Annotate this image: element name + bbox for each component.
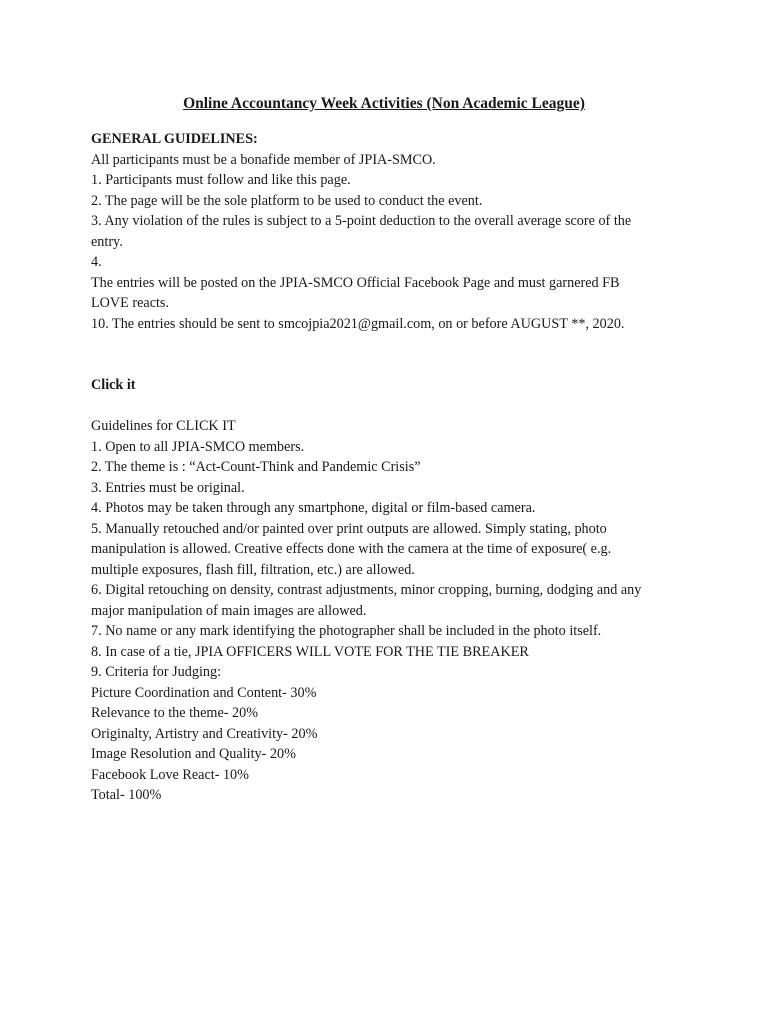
general-guidelines-section [91, 129, 691, 334]
click-it-heading: Click it [91, 377, 136, 393]
criteria-line: Facebook Love React- 10% [91, 766, 249, 783]
click-it-section [91, 375, 691, 806]
criteria-line: Relevance to the theme- 20% [91, 705, 259, 721]
general-guidelines-heading: GENERAL GUIDELINES: [91, 131, 258, 147]
section-spacer [91, 334, 691, 375]
criteria-line: Image Resolution and Quality- 20% [91, 746, 296, 762]
general-line: entry. [91, 233, 123, 250]
criteria-total: Total- 100% [91, 787, 162, 803]
general-line: 2. The page will be the sole platform to be used to conduct the event. [91, 192, 483, 209]
criteria-line: Picture Coordination and Content- 30% [91, 684, 317, 701]
paragraph-spacer [91, 396, 691, 417]
click-it-line: major manipulation of main images are allowed. [91, 602, 367, 619]
click-it-line: 9. Criteria for Judging: [91, 664, 222, 680]
general-line: All participants must be a bonafide member of JPIA-SMCO. [91, 151, 436, 168]
click-it-line: 2. The theme is : “Act-Count-Think and Pandemic Crisis” [91, 459, 421, 475]
general-line: 4. [91, 254, 102, 270]
click-it-line: 4. Photos may be taken through any smartphone, digital or film-based camera. [91, 500, 536, 516]
general-line: The entries will be posted on the JPIA-SMCO Official Facebook Page and must garnered FB [91, 274, 620, 291]
general-line: 10. The entries should be sent to smcojpia2021@gmail.com, on or before AUGUST **, 2020. [91, 315, 625, 332]
click-it-line: 5. Manually retouched and/or painted over print outputs are allowed. Simply stating, photo [91, 520, 607, 537]
click-it-line: 3. Entries must be original. [91, 479, 245, 496]
click-it-line: 8. In case of a tie, JPIA OFFICERS WILL VOTE FOR THE TIE BREAKER [91, 643, 529, 660]
criteria-line: Originalty, Artistry and Creativity- 20% [91, 725, 318, 742]
general-line: 1. Participants must follow and like this page. [91, 172, 351, 188]
general-line: LOVE reacts. [91, 295, 169, 311]
document-title: Online Accountancy Week Activities (Non Academic League) [183, 95, 585, 112]
click-it-line: 1. Open to all JPIA-SMCO members. [91, 438, 305, 455]
click-it-line: 6. Digital retouching on density, contrast adjustments, minor cropping, burning, dodging and any [91, 582, 642, 598]
document-body [91, 129, 691, 806]
click-it-line: manipulation is allowed. Creative effects done with the camera at the time of exposure( e.g. [91, 541, 612, 557]
click-it-subheading: Guidelines for CLICK IT [91, 418, 236, 434]
click-it-line: 7. No name or any mark identifying the photographer shall be included in the photo itself. [91, 623, 602, 639]
general-line: 3. Any violation of the rules is subject to a 5-point deduction to the overall average score of the [91, 213, 632, 229]
click-it-line: multiple exposures, flash fill, filtration, etc.) are allowed. [91, 561, 415, 578]
